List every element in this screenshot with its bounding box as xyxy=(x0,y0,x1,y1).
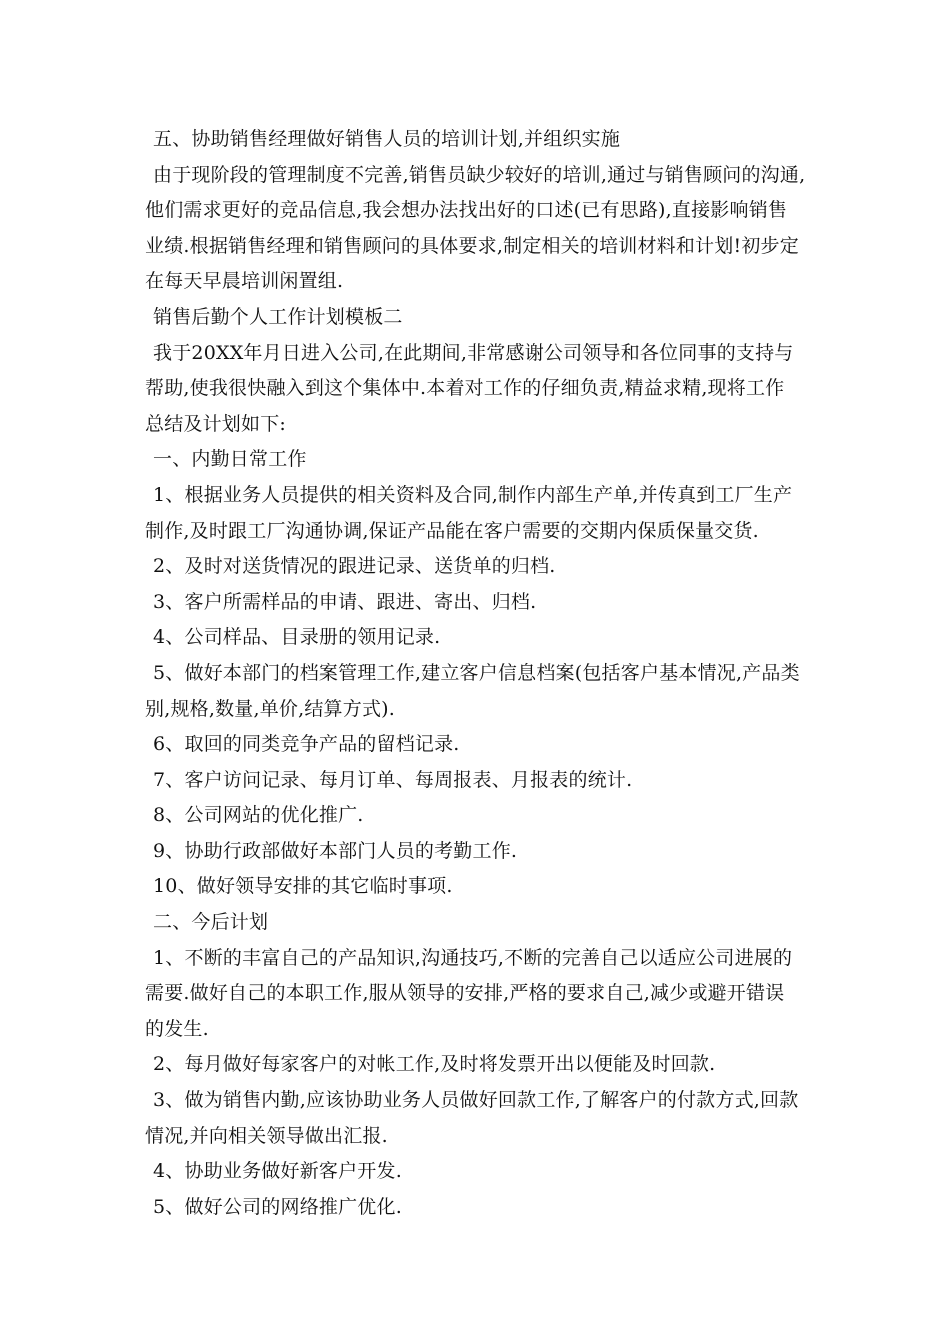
text-line: 一、内勤日常工作 xyxy=(153,448,307,471)
text-line: 他们需求更好的竞品信息,我会想办法找出好的口述(已有思路),直接影响销售 xyxy=(145,199,788,222)
text-line: 二、今后计划 xyxy=(153,911,269,934)
text-line: 3、客户所需样品的申请、跟进、寄出、归档. xyxy=(153,590,537,613)
text-line: 需要.做好自己的本职工作,服从领导的安排,严格的要求自己,减少或避开错误 xyxy=(145,982,785,1005)
text-line: 4、协助业务做好新客户开发. xyxy=(153,1160,402,1183)
text-line: 6、取回的同类竞争产品的留档记录. xyxy=(153,733,460,756)
text-line: 情况,并向相关领导做出汇报. xyxy=(145,1124,388,1147)
text-line: 8、公司网站的优化推广. xyxy=(153,804,364,827)
text-line: 由于现阶段的管理制度不完善,销售员缺少较好的培训,通过与销售顾问的沟通, xyxy=(153,163,806,186)
document-body xyxy=(145,122,817,1225)
text-line: 制作,及时跟工厂沟通协调,保证产品能在客户需要的交期内保质保量交货. xyxy=(145,519,759,542)
text-line: 业绩.根据销售经理和销售顾问的具体要求,制定相关的培训材料和计划!初步定 xyxy=(145,234,799,257)
text-line: 3、做为销售内勤,应该协助业务人员做好回款工作,了解客户的付款方式,回款 xyxy=(153,1089,799,1112)
text-line: 在每天早晨培训闲置组. xyxy=(145,270,344,293)
text-line: 5、做好公司的网络推广优化. xyxy=(153,1195,402,1218)
text-line: 2、每月做好每家客户的对帐工作,及时将发票开出以便能及时回款. xyxy=(153,1053,716,1076)
text-line: 4、公司样品、目录册的领用记录. xyxy=(153,626,441,649)
text-line: 的发生. xyxy=(145,1017,209,1040)
text-line: 9、协助行政部做好本部门人员的考勤工作. xyxy=(153,839,518,862)
text-line: 7、客户访问记录、每月订单、每周报表、月报表的统计. xyxy=(153,768,633,791)
text-line: 销售后勤个人工作计划模板二 xyxy=(153,305,403,328)
text-line: 我于20XX年月日进入公司,在此期间,非常感谢公司领导和各位同事的支持与 xyxy=(153,341,794,364)
text-line: 别,规格,数量,单价,结算方式). xyxy=(145,697,396,720)
text-line: 1、根据业务人员提供的相关资料及合同,制作内部生产单,并传真到工厂生产 xyxy=(153,483,793,506)
text-line: 10、做好领导安排的其它临时事项. xyxy=(153,875,453,898)
text-line: 1、不断的丰富自己的产品知识,沟通技巧,不断的完善自己以适应公司进展的 xyxy=(153,946,793,969)
text-line: 五、协助销售经理做好销售人员的培训计划,并组织实施 xyxy=(153,128,621,150)
text-line: 5、做好本部门的档案管理工作,建立客户信息档案(包括客户基本情况,产品类 xyxy=(153,661,800,684)
text-line: 2、及时对送货情况的跟进记录、送货单的归档. xyxy=(153,555,556,578)
text-line: 帮助,使我很快融入到这个集体中.本着对工作的仔细负责,精益求精,现将工作 xyxy=(145,377,785,400)
text-line: 总结及计划如下: xyxy=(145,412,287,435)
